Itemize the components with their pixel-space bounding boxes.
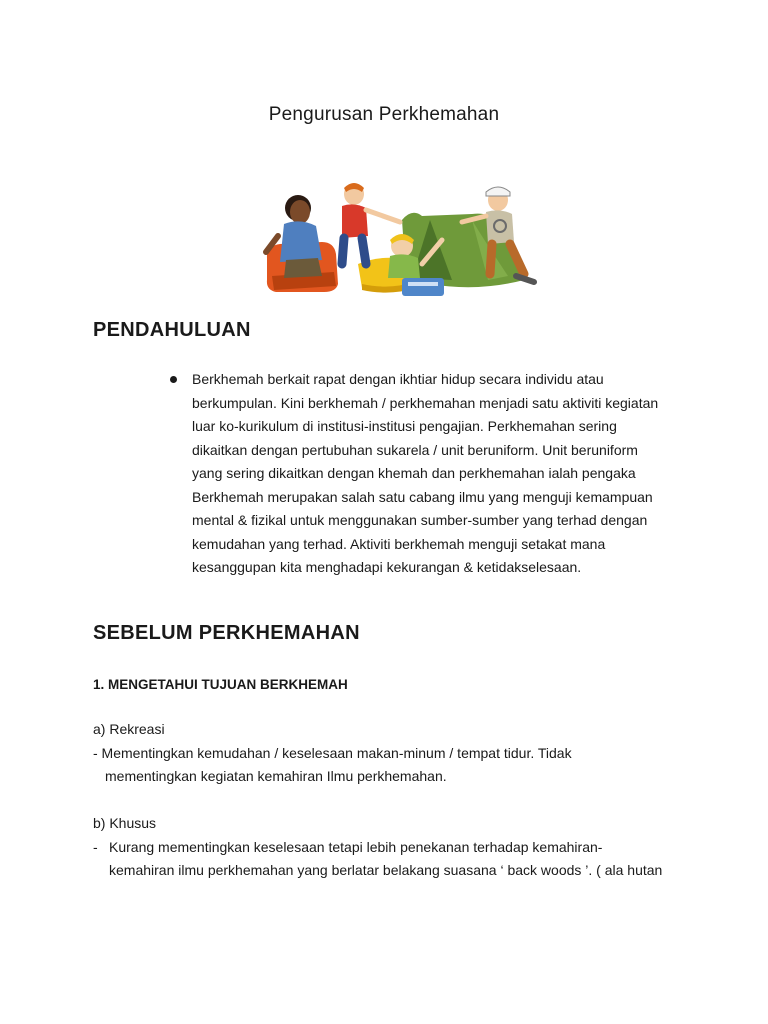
item-b-line: kemahiran ilmu perkhemahan yang berlatar belakang suasana ‘ back woods ’. ( ala hutan (109, 862, 663, 878)
item-b-line: Kurang mementingkan keselesaan tetapi lebih penekanan terhadap kemahiran- (109, 839, 603, 855)
paragraph-line: yang sering dikaitkan dengan khemah dan perkhemahan ialah pengaka (192, 465, 636, 481)
paragraph-line: Berkhemah berkait rapat dengan ikhtiar hidup secara individu atau (192, 371, 604, 387)
section-heading-pendahuluan: PENDAHULUAN (93, 319, 251, 341)
item-a-label: a) Rekreasi (93, 721, 165, 737)
paragraph-line: kemudahan yang terhad. Aktiviti berkhemah menguji setakat mana (192, 535, 606, 552)
item-a-line: - Mementingkan kemudahan / keselesaan makan-minum / tempat tidur. Tidak (93, 745, 572, 761)
paragraph-line: berkumpulan. Kini berkhemah / perkhemahan menjadi satu aktiviti kegiatan (192, 394, 659, 411)
paragraph-line: luar ko-kurikulum di institusi-institusi pengajian. Perkhemahan sering (192, 418, 617, 434)
section-heading-sebelum-perkhemahan: SEBELUM PERKHEMAHAN (93, 622, 360, 644)
bullet-icon (170, 376, 177, 383)
page-title: Pengurusan Perkhemahan (268, 104, 500, 125)
item-b-dash: - (93, 839, 98, 855)
paragraph-line: Berkhemah merupakan salah satu cabang ilmu yang menguji kemampuan (192, 488, 653, 505)
item-a-line: mementingkan kegiatan kemahiran Ilmu perkhemahan. (105, 768, 447, 784)
item-b-label: b) Khusus (93, 815, 157, 831)
paragraph-line: dikaitkan dengan pertubuhan sukarela / unit beruniform. Unit beruniform (192, 441, 638, 458)
paragraph-line: kesanggupan kita menghadapi kekurangan & ketidakselesaan. (192, 559, 582, 575)
camping-kids-illustration (262, 180, 562, 300)
paragraph-line: mental & fizikal untuk menggunakan sumber-sumber yang terhad dengan (192, 512, 648, 528)
subheading-tujuan: 1. MENGETAHUI TUJUAN BERKHEMAH (93, 677, 348, 692)
intro-paragraph (192, 368, 712, 580)
